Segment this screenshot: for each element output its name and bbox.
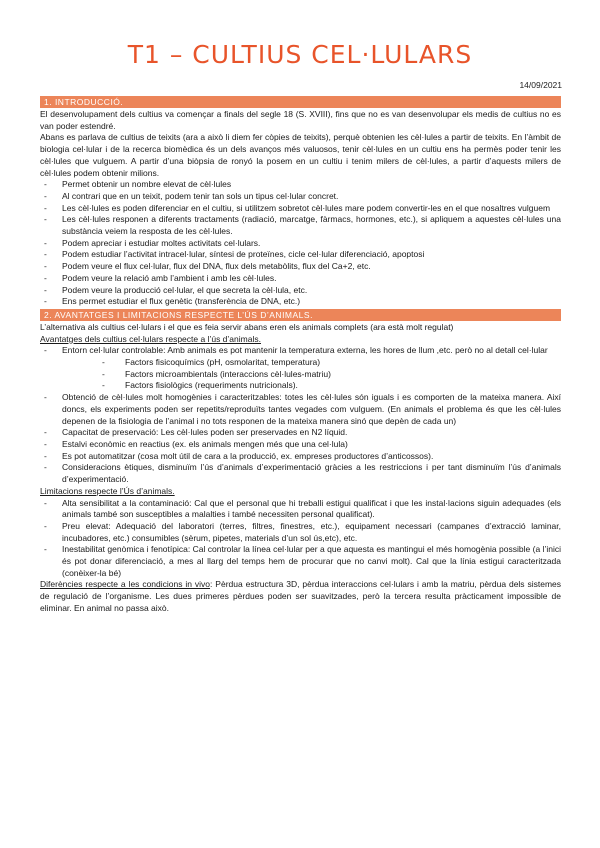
list-item: - Preu elevat: Adequació del laboratori (terres, filtres, finestres, etc.), equipament necessari (campanes d’extracció laminar, incubadores, etc.) consumibles (sèrum, pipetes, materials d’un sol ús,etc), etc. [40, 521, 561, 544]
document-date: 14/09/2021 [519, 80, 562, 90]
list-item: - Al contrari que en un teixit, podem tenir tan sols un tipus cel·lular concret. [40, 191, 561, 203]
paragraph: El desenvolupament dels cultius va començar a finals del segle 18 (S. XVIII), fins que no es van desenvolupar els medis de cultius no es van poder estendré. [40, 109, 561, 131]
list-item: - Es pot automatitzar (cosa molt útil de cara a la producció, ex. empreses productores d’anticossos). [40, 451, 561, 463]
list-item: - Podem veure la relació amb l’ambient i amb les cèl·lules. [40, 273, 561, 285]
bullet-list [40, 345, 561, 357]
list-item: - Obtenció de cèl·lules molt homogènies i caracteritzables: totes les cèl·lules són iguals i es comporten de la mateixa manera. Així doncs, els experiments poden ser repetits/reproduïts tantes vegades com vulguem. (En animals el problema és que les cèl·lules depenen de la fisiologia de l’animal i no tots responen de la mateixa manera sinó que depèn de cada un) [40, 392, 561, 427]
sub-bullet-list [40, 357, 561, 392]
section-heading-avantatges: 2. AVANTATGES I LIMITACIONS RESPECTE L’ÚS D’ANIMALS. [40, 309, 561, 321]
bullet-list [40, 392, 561, 486]
subheading-diferencies: Diferències respecte a les condicions in vivo [40, 579, 211, 590]
list-item: - Factors microambientals (interaccions cèl·lules-matriu) [40, 369, 561, 381]
list-item: - Podem veure la producció cel·lular, el que secreta la cèl·lula, etc. [40, 285, 561, 297]
list-item: - Estalvi econòmic en reactius (ex. els animals mengen més que una cel·lula) [40, 439, 561, 451]
bullet-list [40, 179, 561, 308]
paragraph-diferencies [40, 579, 561, 614]
list-item: - Podem apreciar i estudiar moltes activitats cel·lulars. [40, 238, 561, 250]
list-item: - Factors fisicoquímics (pH, osmolaritat, temperatura) [40, 357, 561, 369]
diferencies-text: : Pèrdua estructura 3D, pèrdua interaccions cel·lulars i amb la matriu, pèrdua dels sistemes de regulació de l’organisme. Les dues primeres pèrdues poden ser suavitzades, però la tercera resulta pràcticament impossible de eliminar. En animal no passa això. [40, 579, 562, 613]
list-item: - Inestabilitat genòmica i fenotípica: Cal controlar la línea cel·lular per a que aquesta es mantingui el més homogènia possible (a l’inici és pot donar diferenciació, a mes al llarg del temps hem de procurar que no canvi molt). Cal que la línia estigui caracteritzada (conèixer-la bé) [40, 544, 561, 579]
list-item: - Alta sensibilitat a la contaminació: Cal que el personal que hi treballi estigui qualificat i que les instal·lacions siguin adequades (els animals també son susceptibles a malalties i també necessiten personal qualificat). [40, 498, 561, 521]
document-title: T1 – CULTIUS CEL·LULARS [127, 40, 473, 69]
paragraph: Abans es parlava de cultius de teixits (ara a això li diem fer còpies de teixits), perquè obtenien les cèl·lules a partir de teixits. En l’àmbit de biologia cel·lular i de la recerca biomèdica és un dels avanços més valuosos, tenir cèl·lules en un cultiu ens ha permès poder tenir les cèl·lules que vulguem. A partir d’una biòpsia de ronyó la posem en un cultiu i tenim milers de cèl·lules, a partir d’aquests milers de cèl·lules podem obtenir milions. [40, 132, 561, 178]
list-item: - Entorn cel·lular controlable: Amb animals es pot mantenir la temperatura externa, les hores de llum ,etc. però no al detall cel·lular [40, 345, 561, 357]
list-item: - Consideracions ètiques, disminuïm l’ús d’animals d’experimentació gràcies a les restriccions i per tant disminuïm l’ús d’animals d’experimentació. [40, 462, 561, 485]
document-body [40, 95, 561, 615]
list-item: - Ens permet estudiar el flux genètic (transferència de DNA, etc.) [40, 296, 561, 308]
bullet-list [40, 498, 561, 580]
section-heading-introduccio: 1. INTRODUCCIÓ. [40, 96, 561, 108]
list-item: - Factors fisiològics (requeriments nutricionals). [40, 380, 561, 392]
list-item: - Les cèl·lules responen a diferents tractaments (radiació, marcatge, fàrmacs, hormones, etc.), si apliquem a aquestes cèl·lules una substància veiem la resposta de les cèl·lules. [40, 214, 561, 237]
paragraph: L’alternativa als cultius cel·lulars i el que es feia servir abans eren els animals complets (ara està molt regulat) [40, 321, 454, 332]
list-item: - Podem veure el flux cel·lular, flux del DNA, flux dels metabòlits, flux del Ca+2, etc. [40, 261, 561, 273]
list-item: - Les cèl·lules es poden diferenciar en el cultiu, si utilitzem sobretot cèl·lules mare podem convertir-les en el que nosaltres vulguem [40, 203, 561, 215]
subheading-limitacions: Limitacions respecte l’Ús d’animals. [40, 485, 175, 496]
list-item: - Permet obtenir un nombre elevat de cèl·lules [40, 179, 561, 191]
list-item: - Podem estudiar l’activitat intracel·lular, síntesi de proteïnes, cicle cel·lular diferenciació, apoptosi [40, 249, 561, 261]
list-item: - Capacitat de preservació: Les cèl·lules poden ser preservades en N2 líquid. [40, 427, 561, 439]
subheading-avantatges: Avantatges dels cultius cel·lulars respecte a l’ús d’animals. [40, 333, 261, 344]
